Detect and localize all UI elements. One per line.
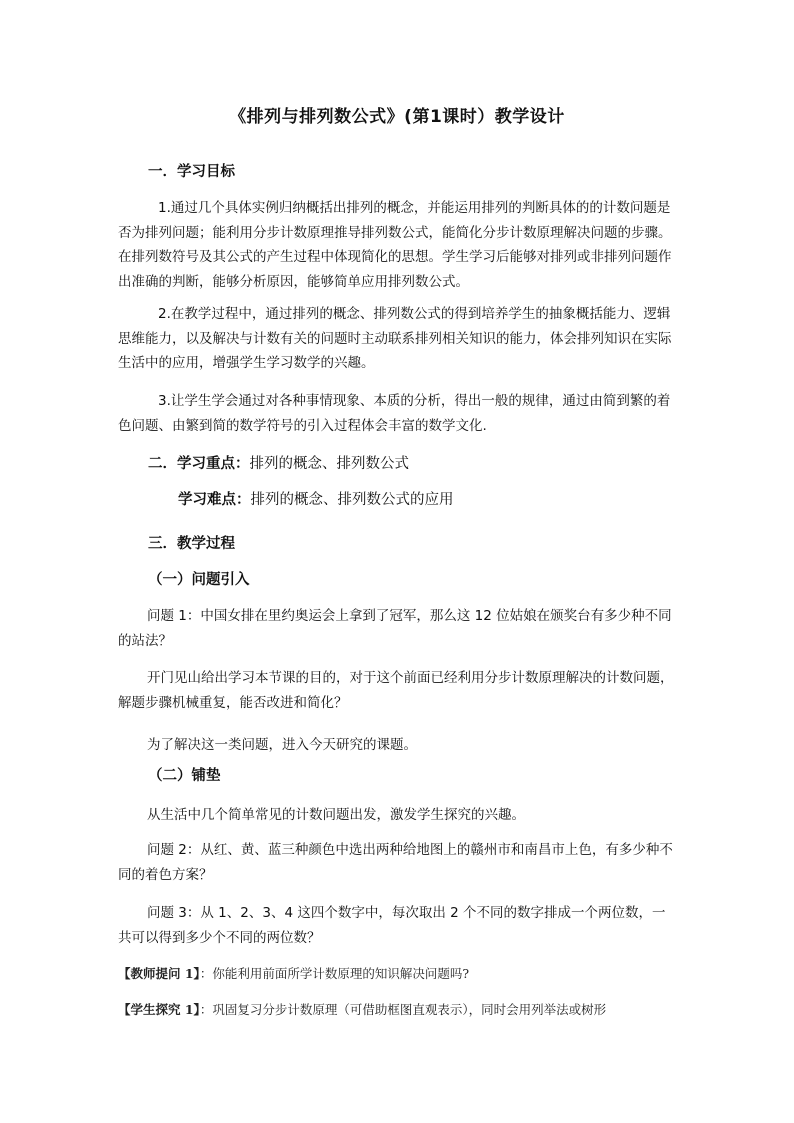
section-heading-learning-goals: 一．学习目标	[148, 164, 235, 180]
difficulty-line	[178, 488, 454, 509]
intro-paragraph: 开门见山给出学习本节课的目的，对于这个前面已经利用分步计数原理解决的计数问题，解题步骤机械重复，能否改进和简化？	[118, 670, 674, 711]
key-points-label: 二．学习重点：	[148, 456, 250, 472]
teacher-question-label: 【教师提问 1】	[118, 966, 200, 981]
goal-paragraph-3: 3.让学生学会通过对各种事情现象、本质的分析，得出一般的规律，通过由简到繁的着色问题、由繁到简的数学符号的引入过程体会丰富的数学文化.	[118, 393, 671, 434]
goal-paragraph-1: 1.通过几个具体实例归纳概括出排列的概念，并能运用排列的判断具体的的计数问题是否为排列问题；能利用分步计数原理推导排列数公式，能简化分步计数原理解决问题的步骤。在排列数符号及其公式的产生过程中体现简化的思想。学生学习后能够对排列或非排列问题作出准确的判断，能够分析原因，能够简单应用排列数公式。	[118, 200, 672, 290]
difficulty-text: 排列的概念、排列数公式的应用	[250, 492, 454, 508]
life-sentence: 从生活中几个简单常见的计数问题出发，激发学生探究的兴趣。	[147, 807, 525, 823]
page-title: 《排列与排列数公式》(第1课时）教学设计	[229, 107, 565, 127]
student-inquiry-label: 【学生探究 1】	[118, 1002, 200, 1017]
teacher-question-text: ：你能利用前面所学计数原理的知识解决问题吗?	[199, 966, 470, 981]
teacher-question-line	[118, 964, 469, 982]
question-2: 问题 2：从红、黄、蓝三种颜色中选出两种给地图上的赣州市和南昌市上色，有多少种不同的着色方案？	[118, 842, 673, 883]
lead-sentence: 为了解决这一类问题，进入今天研究的课题。	[147, 737, 417, 753]
difficulty-label: 学习难点：	[178, 492, 251, 508]
section-heading-teaching-process: 三．教学过程	[148, 536, 235, 552]
key-points-text: 排列的概念、排列数公式	[249, 456, 409, 472]
student-inquiry-text: ：巩固复习分步计数原理（可借助框图直观表示），同时会用列举法或树形	[199, 1002, 607, 1017]
section-heading-key-points	[148, 452, 409, 473]
student-inquiry-line	[118, 1000, 606, 1018]
subheading-problem-intro: （一）问题引入	[148, 572, 250, 588]
question-3: 问题 3：从 1、2、3、4 这四个数字中，每次取出 2 个不同的数字排成一个两位数，一共可以得到多少个不同的两位数？	[118, 905, 666, 946]
subheading-groundwork: （二）铺垫	[148, 768, 221, 784]
question-1: 问题 1：中国女排在里约奥运会上拿到了冠军，那么这 12 位姑娘在颁奖台有多少种不同的站法？	[118, 608, 672, 649]
goal-paragraph-2: 2.在教学过程中，通过排列的概念、排列数公式的得到培养学生的抽象概括能力、逻辑思维能力，以及解决与计数有关的问题时主动联系排列相关知识的能力，体会排列知识在实际生活中的应用，增强学生学习数学的兴趣。	[118, 306, 672, 371]
